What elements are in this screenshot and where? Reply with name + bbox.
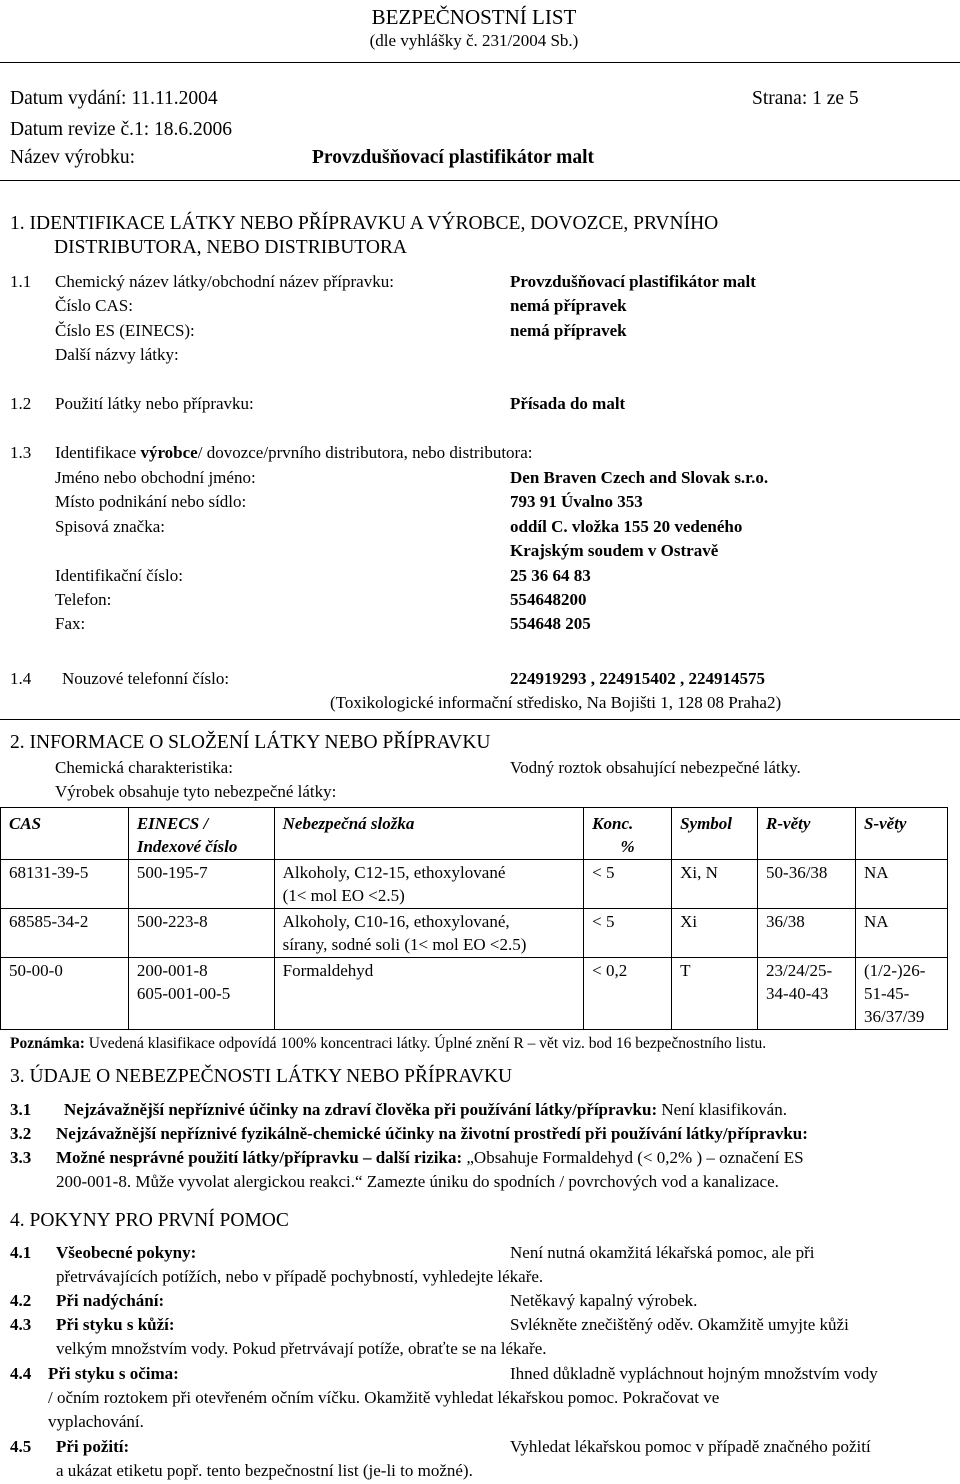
cell-component-line: Alkoholy, C12-15, ethoxylované	[282, 863, 506, 882]
cell-s: NA	[855, 860, 947, 909]
inhalation-value: Netěkavý kapalný výrobek.	[510, 1291, 698, 1310]
item-3-1-label: Nejzávažnější nepříznivé účinky na zdraví člověka při používání látky/přípravku:	[64, 1100, 658, 1119]
cell-s	[855, 958, 947, 1030]
file-label: Spisová značka:	[55, 517, 165, 536]
cell-component	[274, 909, 584, 958]
col-conc	[584, 808, 672, 860]
col-symbol: Symbol	[672, 808, 758, 860]
item-3-3-value: „Obsahuje Formaldehyd (< 0,2% ) – označení ES	[462, 1148, 804, 1167]
cell-r: 50-36/38	[758, 860, 856, 909]
cell-conc: < 5	[584, 909, 672, 958]
skin-value: Svlékněte znečištěný oděv. Okamžitě umyjte kůži	[510, 1315, 849, 1334]
col-einecs-label: EINECS /	[136, 814, 209, 833]
note-label: Poznámka:	[10, 1035, 85, 1052]
col-einecs	[128, 808, 274, 860]
cas-label: Číslo CAS:	[55, 296, 133, 315]
col-component: Nebezpečná složka	[274, 808, 584, 860]
item-3-3-cont: 200-001-8. Může vyvolat alergickou reakci.“ Zamezte úniku do spodních / povrchových vod a kanalizace.	[56, 1172, 779, 1191]
item-3-1-value: Není klasifikován.	[657, 1100, 787, 1119]
ingestion-value-cont: a ukázat etiketu popř. tento bezpečnostní list (je-li to možné).	[56, 1461, 473, 1480]
col-index-label: Indexové číslo	[136, 837, 238, 856]
item-3-3	[56, 1146, 804, 1170]
general-value: Není nutná okamžitá lékařská pomoc, ale při	[510, 1243, 815, 1262]
revision-date: Datum revize č.1: 18.6.2006	[10, 119, 233, 140]
ident-bold: výrobce	[140, 443, 198, 462]
eyes-value-cont: vyplachování.	[48, 1412, 144, 1431]
table-header-row	[1, 808, 948, 860]
ingestion-label: Při požití:	[56, 1437, 130, 1456]
col-cas: CAS	[1, 808, 129, 860]
cell-symbol: Xi	[672, 909, 758, 958]
cell-r-line: 34-40-43	[766, 984, 829, 1003]
ingestion-value: Vyhledat lékařskou pomoc v případě značného požití	[510, 1437, 871, 1456]
cell-component-line: Alkoholy, C10-16, ethoxylované,	[282, 912, 510, 931]
ident-post: / dovozce/prvního distributora, nebo distributora:	[197, 443, 533, 462]
es-value: nemá přípravek	[510, 321, 627, 340]
cell-einecs: 500-195-7	[128, 860, 274, 909]
chem-name-value: Provzdušňovací plastifikátor malt	[510, 272, 756, 291]
item-number: 1.4	[10, 669, 32, 688]
contains-label: Výrobek obsahuje tyto nebezpečné látky:	[55, 782, 337, 801]
company-name-label: Jméno nebo obchodní jméno:	[55, 468, 256, 487]
composition-note	[10, 1032, 766, 1056]
note-text: Uvedená klasifikace odpovídá 100% koncentraci látky. Úplné znění R – vět viz. bod 16 bezpečnostního listu.	[84, 1035, 767, 1052]
product-name: Provzdušňovací plastifikátor malt	[312, 147, 595, 168]
cell-conc: < 5	[584, 860, 672, 909]
inhalation-label: Při nadýchání:	[56, 1291, 165, 1310]
characteristic-value: Vodný roztok obsahující nebezpečné látky.	[510, 758, 801, 777]
composition-table	[0, 807, 948, 1030]
cell-component	[274, 860, 584, 909]
phone-label: Telefon:	[55, 590, 112, 609]
cell-einecs-line: 605-001-00-5	[136, 984, 231, 1003]
phone-value: 554648200	[510, 590, 587, 609]
ident-pre: Identifikace	[55, 443, 141, 462]
cell-cas: 68585-34-2	[1, 909, 129, 958]
company-name-value: Den Braven Czech and Slovak s.r.o.	[510, 468, 769, 487]
item-3-3-label: Možné nesprávné použití látky/přípravku – další rizika:	[56, 1148, 463, 1167]
cell-einecs-line: 200-001-8	[136, 961, 208, 980]
cell-einecs	[128, 958, 274, 1030]
es-label: Číslo ES (EINECS):	[55, 321, 195, 340]
cell-s-line: 51-45-	[863, 984, 910, 1003]
item-number: 4.5	[10, 1437, 32, 1456]
emergency-note: (Toxikologické informační středisko, Na Bojišti 1, 128 08 Praha2)	[330, 693, 782, 712]
cas-value: nemá přípravek	[510, 296, 627, 315]
file-value: oddíl C. vložka 155 20 vedeného	[510, 517, 743, 536]
issue-date: Datum vydání: 11.11.2004	[10, 88, 218, 109]
item-3-2-label: Nejzávažnější nepříznivé fyzikálně-chemické účinky na životní prostředí při používání látky/přípravku:	[56, 1124, 808, 1143]
item-number: 4.4	[10, 1364, 32, 1383]
col-r: R-věty	[758, 808, 856, 860]
item-number: 3.3	[10, 1148, 32, 1167]
skin-label: Při styku s kůží:	[56, 1315, 175, 1334]
cell-r	[758, 958, 856, 1030]
table-row	[1, 860, 948, 909]
eyes-value-cont: / očním roztokem při otevřeném očním víčku. Okamžitě vyhledat lékařskou pomoc. Pokračovat ve	[48, 1388, 720, 1407]
cell-conc: < 0,2	[584, 958, 672, 1030]
item-number: 3.1	[10, 1100, 32, 1119]
eyes-label: Při styku s očima:	[48, 1364, 179, 1383]
item-number: 4.2	[10, 1291, 32, 1310]
emergency-value: 224919293 , 224915402 , 224914575	[510, 669, 765, 688]
divider	[0, 180, 960, 181]
identification-line	[55, 441, 532, 465]
general-value-cont: přetrvávajících potížích, nebo v případě pochybností, vyhledejte lékaře.	[56, 1267, 544, 1286]
cell-r-line: 23/24/25-	[766, 961, 833, 980]
product-label: Název výrobku:	[10, 147, 136, 168]
other-names-label: Další názvy látky:	[55, 345, 179, 364]
col-s: S-věty	[855, 808, 947, 860]
cell-s-line: (1/2-)26-	[863, 961, 926, 980]
file-value-cont: Krajským soudem v Ostravě	[510, 541, 719, 560]
cell-r: 36/38	[758, 909, 856, 958]
id-value: 25 36 64 83	[510, 566, 591, 585]
cell-s: NA	[855, 909, 947, 958]
use-label: Použití látky nebo přípravku:	[55, 394, 254, 413]
emergency-label: Nouzové telefonní číslo:	[62, 669, 230, 688]
cell-component-line: (1< mol EO <2.5)	[282, 886, 405, 905]
characteristic-label: Chemická charakteristika:	[55, 758, 233, 777]
cell-cas: 50-00-0	[1, 958, 129, 1030]
section-1-heading-cont: DISTRIBUTORA, NEBO DISTRIBUTORA	[54, 237, 408, 258]
skin-value-cont: velkým množstvím vody. Pokud přetrvávají potíže, obraťte se na lékaře.	[56, 1339, 547, 1358]
item-number: 4.3	[10, 1315, 32, 1334]
fax-value: 554648 205	[510, 614, 591, 633]
eyes-value: Ihned důkladně vypláchnout hojným množstvím vody	[510, 1364, 878, 1383]
cell-component-line: sírany, sodné soli (1< mol EO <2.5)	[282, 935, 527, 954]
table-row	[1, 958, 948, 1030]
item-number: 3.2	[10, 1124, 32, 1143]
item-number: 4.1	[10, 1243, 32, 1262]
divider	[0, 719, 960, 720]
section-4-heading: 4. POKYNY PRO PRVNÍ POMOC	[10, 1210, 289, 1231]
divider	[0, 62, 960, 63]
document-title: BEZPEČNOSTNÍ LIST	[371, 5, 577, 29]
item-3-1	[64, 1098, 787, 1122]
chem-name-label: Chemický název látky/obchodní název přípravku:	[55, 272, 394, 291]
fax-label: Fax:	[55, 614, 86, 633]
seat-label: Místo podnikání nebo sídlo:	[55, 492, 247, 511]
section-3-heading: 3. ÚDAJE O NEBEZPEČNOSTI LÁTKY NEBO PŘÍPRAVKU	[10, 1066, 513, 1087]
page-number: Strana: 1 ze 5	[752, 88, 859, 109]
cell-s-line: 36/37/39	[863, 1007, 925, 1026]
cell-einecs: 500-223-8	[128, 909, 274, 958]
document-subtitle: (dle vyhlášky č. 231/2004 Sb.)	[369, 31, 579, 50]
item-number: 1.2	[10, 394, 32, 413]
section-2-heading: 2. INFORMACE O SLOŽENÍ LÁTKY NEBO PŘÍPRAVKU	[10, 732, 491, 753]
cell-symbol: Xi, N	[672, 860, 758, 909]
cell-component: Formaldehyd	[274, 958, 584, 1030]
item-number: 1.1	[10, 272, 32, 291]
id-label: Identifikační číslo:	[55, 566, 183, 585]
table-row	[1, 909, 948, 958]
seat-value: 793 91 Úvalno 353	[510, 492, 643, 511]
cell-cas: 68131-39-5	[1, 860, 129, 909]
col-conc-unit: %	[620, 837, 635, 856]
section-1-heading: 1. IDENTIFIKACE LÁTKY NEBO PŘÍPRAVKU A VÝROBCE, DOVOZCE, PRVNÍHO	[10, 213, 719, 234]
cell-symbol: T	[672, 958, 758, 1030]
general-label: Všeobecné pokyny:	[56, 1243, 197, 1262]
item-number: 1.3	[10, 443, 32, 462]
use-value: Přísada do malt	[510, 394, 626, 413]
col-conc-label: Konc.	[592, 814, 634, 833]
